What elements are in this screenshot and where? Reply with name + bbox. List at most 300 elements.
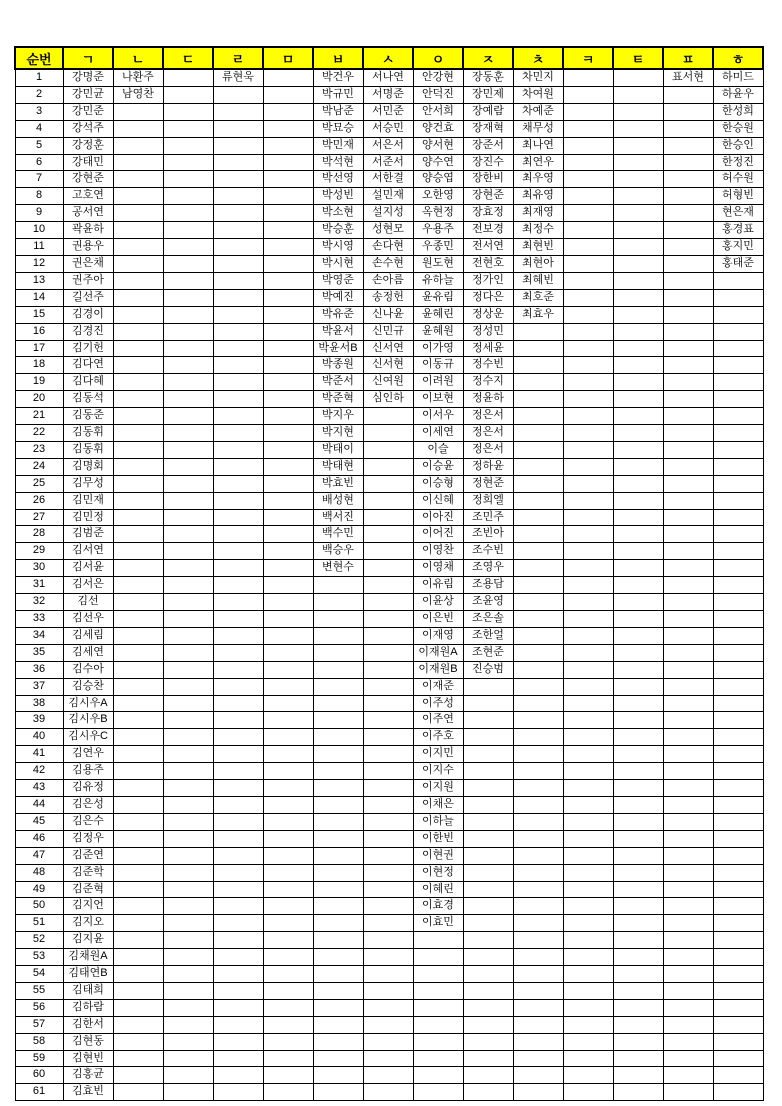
name-cell <box>213 306 263 323</box>
name-cell <box>713 746 763 763</box>
name-cell: 김민재 <box>63 492 113 509</box>
name-cell <box>163 813 213 830</box>
name-cell <box>263 86 313 103</box>
name-cell <box>713 425 763 442</box>
name-cell <box>563 103 613 120</box>
name-cell <box>363 560 413 577</box>
name-cell: 김동휘 <box>63 425 113 442</box>
name-cell <box>713 881 763 898</box>
name-cell: 박준혁 <box>313 391 363 408</box>
name-cell: 강현준 <box>63 171 113 188</box>
name-cell: 최현빈 <box>513 239 563 256</box>
name-cell <box>663 526 713 543</box>
name-cell: 장현준 <box>463 188 513 205</box>
name-cell <box>513 560 563 577</box>
name-cell <box>713 1050 763 1067</box>
name-cell <box>563 289 613 306</box>
row-number-cell: 48 <box>15 864 63 881</box>
name-cell <box>563 137 613 154</box>
name-cell: 손다현 <box>363 239 413 256</box>
name-cell: 김민정 <box>63 509 113 526</box>
name-cell <box>313 813 363 830</box>
name-cell: 이주호 <box>413 729 463 746</box>
name-cell: 박승훈 <box>313 222 363 239</box>
table-row <box>15 272 763 289</box>
header-cell-initial: ㅎ <box>713 47 763 69</box>
name-cell: 김시우A <box>63 695 113 712</box>
name-cell: 김지윤 <box>63 932 113 949</box>
name-cell <box>263 644 313 661</box>
row-number-cell: 23 <box>15 441 63 458</box>
table-row <box>15 255 763 272</box>
name-cell <box>513 492 563 509</box>
name-cell <box>263 560 313 577</box>
name-cell <box>213 1033 263 1050</box>
name-cell <box>563 340 613 357</box>
name-cell: 최연우 <box>513 154 563 171</box>
name-cell <box>713 475 763 492</box>
name-cell <box>613 746 663 763</box>
name-cell <box>713 712 763 729</box>
table-row <box>15 86 763 103</box>
name-cell <box>313 1033 363 1050</box>
name-cell: 김승찬 <box>63 678 113 695</box>
name-cell <box>513 881 563 898</box>
name-cell: 김범준 <box>63 526 113 543</box>
name-cell <box>563 813 613 830</box>
name-cell <box>213 560 263 577</box>
name-cell: 김기헌 <box>63 340 113 357</box>
name-cell <box>113 103 163 120</box>
name-cell <box>513 847 563 864</box>
name-cell: 류현욱 <box>213 69 263 86</box>
name-cell <box>713 949 763 966</box>
name-cell <box>563 543 613 560</box>
name-cell <box>713 999 763 1016</box>
name-cell: 이승윤 <box>413 458 463 475</box>
name-cell <box>613 69 663 86</box>
name-cell: 윤혜원 <box>413 323 463 340</box>
row-number-cell: 52 <box>15 932 63 949</box>
name-cell <box>213 678 263 695</box>
name-cell <box>313 780 363 797</box>
name-cell: 이지수 <box>413 763 463 780</box>
name-cell <box>563 492 613 509</box>
name-cell <box>613 425 663 442</box>
name-cell <box>363 712 413 729</box>
name-cell <box>663 492 713 509</box>
name-cell <box>113 289 163 306</box>
name-cell <box>213 154 263 171</box>
name-cell <box>113 458 163 475</box>
name-cell <box>713 847 763 864</box>
name-cell: 김다혜 <box>63 374 113 391</box>
name-cell <box>263 982 313 999</box>
row-number-cell: 1 <box>15 69 63 86</box>
name-cell <box>363 1050 413 1067</box>
header-cell-initial: ㅈ <box>463 47 513 69</box>
name-cell <box>713 391 763 408</box>
row-number-cell: 3 <box>15 103 63 120</box>
name-cell <box>713 357 763 374</box>
name-cell <box>163 425 213 442</box>
name-cell <box>663 898 713 915</box>
name-cell: 정하윤 <box>463 458 513 475</box>
name-cell <box>363 763 413 780</box>
table-row <box>15 1084 763 1101</box>
name-cell <box>463 932 513 949</box>
table-row <box>15 1033 763 1050</box>
name-cell: 남영찬 <box>113 86 163 103</box>
table-row <box>15 763 763 780</box>
name-cell <box>113 188 163 205</box>
name-cell <box>263 1050 313 1067</box>
name-cell <box>313 898 363 915</box>
name-cell <box>613 205 663 222</box>
name-cell <box>663 374 713 391</box>
name-cell <box>613 391 663 408</box>
name-cell <box>163 1016 213 1033</box>
row-number-cell: 25 <box>15 475 63 492</box>
name-cell <box>713 915 763 932</box>
row-number-cell: 56 <box>15 999 63 1016</box>
table-row <box>15 171 763 188</box>
row-number-cell: 7 <box>15 171 63 188</box>
name-cell <box>113 222 163 239</box>
name-cell <box>363 949 413 966</box>
name-cell: 홍경표 <box>713 222 763 239</box>
table-row <box>15 458 763 475</box>
name-cell: 장재혁 <box>463 120 513 137</box>
name-cell <box>513 458 563 475</box>
name-cell <box>613 492 663 509</box>
name-cell <box>263 999 313 1016</box>
name-cell <box>263 340 313 357</box>
name-cell <box>513 780 563 797</box>
name-cell <box>163 796 213 813</box>
name-cell <box>263 763 313 780</box>
name-cell <box>513 949 563 966</box>
name-cell <box>613 306 663 323</box>
name-cell <box>663 966 713 983</box>
name-cell <box>313 966 363 983</box>
name-cell: 설민재 <box>363 188 413 205</box>
name-cell <box>313 644 363 661</box>
name-cell <box>213 340 263 357</box>
name-cell: 손아름 <box>363 272 413 289</box>
name-cell: 장예람 <box>463 103 513 120</box>
row-number-cell: 9 <box>15 205 63 222</box>
name-cell <box>713 644 763 661</box>
name-cell <box>413 932 463 949</box>
name-cell <box>363 425 413 442</box>
name-cell: 장민제 <box>463 86 513 103</box>
table-row <box>15 1050 763 1067</box>
name-cell <box>613 323 663 340</box>
name-cell <box>213 611 263 628</box>
name-cell <box>613 830 663 847</box>
name-cell <box>263 729 313 746</box>
table-row <box>15 306 763 323</box>
name-cell <box>113 763 163 780</box>
name-cell <box>213 458 263 475</box>
name-cell: 이아진 <box>413 509 463 526</box>
name-cell: 백수민 <box>313 526 363 543</box>
name-cell: 박소현 <box>313 205 363 222</box>
header-cell-initial: ㅋ <box>563 47 613 69</box>
table-row <box>15 425 763 442</box>
name-cell: 김은성 <box>63 796 113 813</box>
name-cell <box>513 611 563 628</box>
name-cell <box>363 661 413 678</box>
name-cell <box>463 1050 513 1067</box>
table-row <box>15 915 763 932</box>
name-cell: 김동휘 <box>63 441 113 458</box>
name-cell <box>213 374 263 391</box>
name-cell <box>613 103 663 120</box>
name-cell <box>613 661 663 678</box>
row-number-cell: 35 <box>15 644 63 661</box>
name-cell <box>663 509 713 526</box>
name-cell: 성현모 <box>363 222 413 239</box>
name-cell <box>563 526 613 543</box>
name-cell <box>613 543 663 560</box>
name-cell <box>513 915 563 932</box>
name-cell <box>563 1084 613 1101</box>
name-cell: 김용주 <box>63 763 113 780</box>
name-cell <box>613 560 663 577</box>
table-row <box>15 1067 763 1084</box>
name-cell <box>363 729 413 746</box>
name-cell <box>563 69 613 86</box>
name-cell <box>613 932 663 949</box>
name-cell <box>663 627 713 644</box>
name-cell <box>463 847 513 864</box>
name-cell: 한승원 <box>713 120 763 137</box>
name-cell <box>663 391 713 408</box>
name-cell <box>213 1050 263 1067</box>
name-cell <box>213 661 263 678</box>
name-cell <box>413 1050 463 1067</box>
row-number-cell: 10 <box>15 222 63 239</box>
name-cell: 이주연 <box>413 712 463 729</box>
name-cell <box>263 949 313 966</box>
row-number-cell: 60 <box>15 1067 63 1084</box>
name-cell <box>213 492 263 509</box>
name-cell <box>563 746 613 763</box>
name-cell <box>213 526 263 543</box>
name-cell <box>563 171 613 188</box>
name-cell <box>563 577 613 594</box>
name-cell <box>663 577 713 594</box>
name-cell <box>263 391 313 408</box>
name-cell <box>463 1067 513 1084</box>
name-cell: 김현동 <box>63 1033 113 1050</box>
table-row <box>15 205 763 222</box>
row-number-cell: 5 <box>15 137 63 154</box>
header-cell-initial: ㄱ <box>63 47 113 69</box>
name-cell <box>663 982 713 999</box>
name-cell: 권주아 <box>63 272 113 289</box>
name-cell <box>163 594 213 611</box>
name-cell <box>163 306 213 323</box>
name-cell <box>613 441 663 458</box>
name-cell: 김경이 <box>63 306 113 323</box>
name-cell <box>163 289 213 306</box>
name-cell <box>613 475 663 492</box>
name-cell <box>363 408 413 425</box>
name-cell <box>263 441 313 458</box>
name-cell <box>513 999 563 1016</box>
name-cell: 김서연 <box>63 543 113 560</box>
name-cell <box>163 239 213 256</box>
table-row <box>15 729 763 746</box>
name-cell: 정은서 <box>463 408 513 425</box>
name-cell <box>663 695 713 712</box>
name-cell <box>313 1050 363 1067</box>
name-cell <box>563 661 613 678</box>
table-row <box>15 780 763 797</box>
name-cell <box>463 729 513 746</box>
name-cell: 조은솔 <box>463 611 513 628</box>
name-cell <box>113 205 163 222</box>
name-cell <box>713 526 763 543</box>
header-cell-initial: ㅁ <box>263 47 313 69</box>
name-cell: 최호준 <box>513 289 563 306</box>
name-cell <box>413 982 463 999</box>
name-cell <box>313 746 363 763</box>
name-cell: 최정수 <box>513 222 563 239</box>
name-cell: 원도현 <box>413 255 463 272</box>
name-cell <box>163 255 213 272</box>
name-cell <box>313 1084 363 1101</box>
name-cell <box>213 695 263 712</box>
name-cell: 차여원 <box>513 86 563 103</box>
name-cell <box>163 374 213 391</box>
name-cell <box>113 611 163 628</box>
name-cell: 정가인 <box>463 272 513 289</box>
name-cell <box>563 86 613 103</box>
name-cell <box>213 475 263 492</box>
name-cell <box>263 796 313 813</box>
table-row <box>15 577 763 594</box>
name-cell <box>213 205 263 222</box>
name-cell <box>513 475 563 492</box>
name-cell <box>263 695 313 712</box>
name-cell <box>313 881 363 898</box>
name-cell <box>163 1033 213 1050</box>
name-cell: 하미드 <box>713 69 763 86</box>
name-cell <box>563 898 613 915</box>
name-cell <box>213 222 263 239</box>
name-cell: 정은서 <box>463 441 513 458</box>
row-number-cell: 47 <box>15 847 63 864</box>
name-cell <box>263 239 313 256</box>
name-cell <box>663 1084 713 1101</box>
name-cell <box>163 103 213 120</box>
name-cell <box>613 966 663 983</box>
name-cell <box>213 780 263 797</box>
name-cell <box>613 1067 663 1084</box>
name-cell <box>213 391 263 408</box>
row-number-cell: 20 <box>15 391 63 408</box>
name-cell: 조빈아 <box>463 526 513 543</box>
row-number-cell: 42 <box>15 763 63 780</box>
name-cell <box>613 509 663 526</box>
name-cell <box>213 627 263 644</box>
name-cell: 김태연B <box>63 966 113 983</box>
name-cell: 김한서 <box>63 1016 113 1033</box>
name-cell: 강민균 <box>63 86 113 103</box>
name-cell: 박선영 <box>313 171 363 188</box>
name-cell: 조현준 <box>463 644 513 661</box>
name-cell <box>113 475 163 492</box>
name-cell: 김준학 <box>63 864 113 881</box>
name-cell <box>513 1067 563 1084</box>
name-cell <box>613 644 663 661</box>
name-cell <box>663 780 713 797</box>
name-cell <box>363 695 413 712</box>
table-row <box>15 492 763 509</box>
name-cell <box>263 611 313 628</box>
name-cell: 이채은 <box>413 796 463 813</box>
name-cell <box>263 543 313 560</box>
name-cell <box>263 475 313 492</box>
name-cell <box>163 188 213 205</box>
name-cell: 김세림 <box>63 627 113 644</box>
table-row <box>15 982 763 999</box>
name-cell <box>663 188 713 205</box>
name-cell <box>563 560 613 577</box>
name-cell: 백승우 <box>313 543 363 560</box>
name-cell <box>713 763 763 780</box>
name-cell <box>263 120 313 137</box>
name-cell <box>663 763 713 780</box>
name-cell <box>563 323 613 340</box>
name-cell <box>663 1033 713 1050</box>
name-cell <box>113 323 163 340</box>
name-cell <box>213 763 263 780</box>
name-cell <box>213 357 263 374</box>
name-cell <box>663 881 713 898</box>
name-cell <box>563 847 613 864</box>
name-cell <box>563 864 613 881</box>
name-cell <box>113 137 163 154</box>
name-cell <box>113 306 163 323</box>
name-cell <box>613 357 663 374</box>
row-number-cell: 39 <box>15 712 63 729</box>
name-cell <box>563 255 613 272</box>
name-cell <box>113 644 163 661</box>
name-cell <box>663 746 713 763</box>
row-number-cell: 17 <box>15 340 63 357</box>
name-cell <box>113 796 163 813</box>
name-cell: 박규민 <box>313 86 363 103</box>
name-cell: 이가영 <box>413 340 463 357</box>
name-cell <box>163 577 213 594</box>
row-number-cell: 46 <box>15 830 63 847</box>
name-cell <box>713 729 763 746</box>
name-cell <box>613 120 663 137</box>
name-cell <box>613 408 663 425</box>
name-cell <box>213 949 263 966</box>
row-number-cell: 6 <box>15 154 63 171</box>
name-cell <box>263 306 313 323</box>
name-cell <box>363 627 413 644</box>
name-cell: 박시현 <box>313 255 363 272</box>
name-cell: 이효민 <box>413 915 463 932</box>
name-cell <box>613 154 663 171</box>
